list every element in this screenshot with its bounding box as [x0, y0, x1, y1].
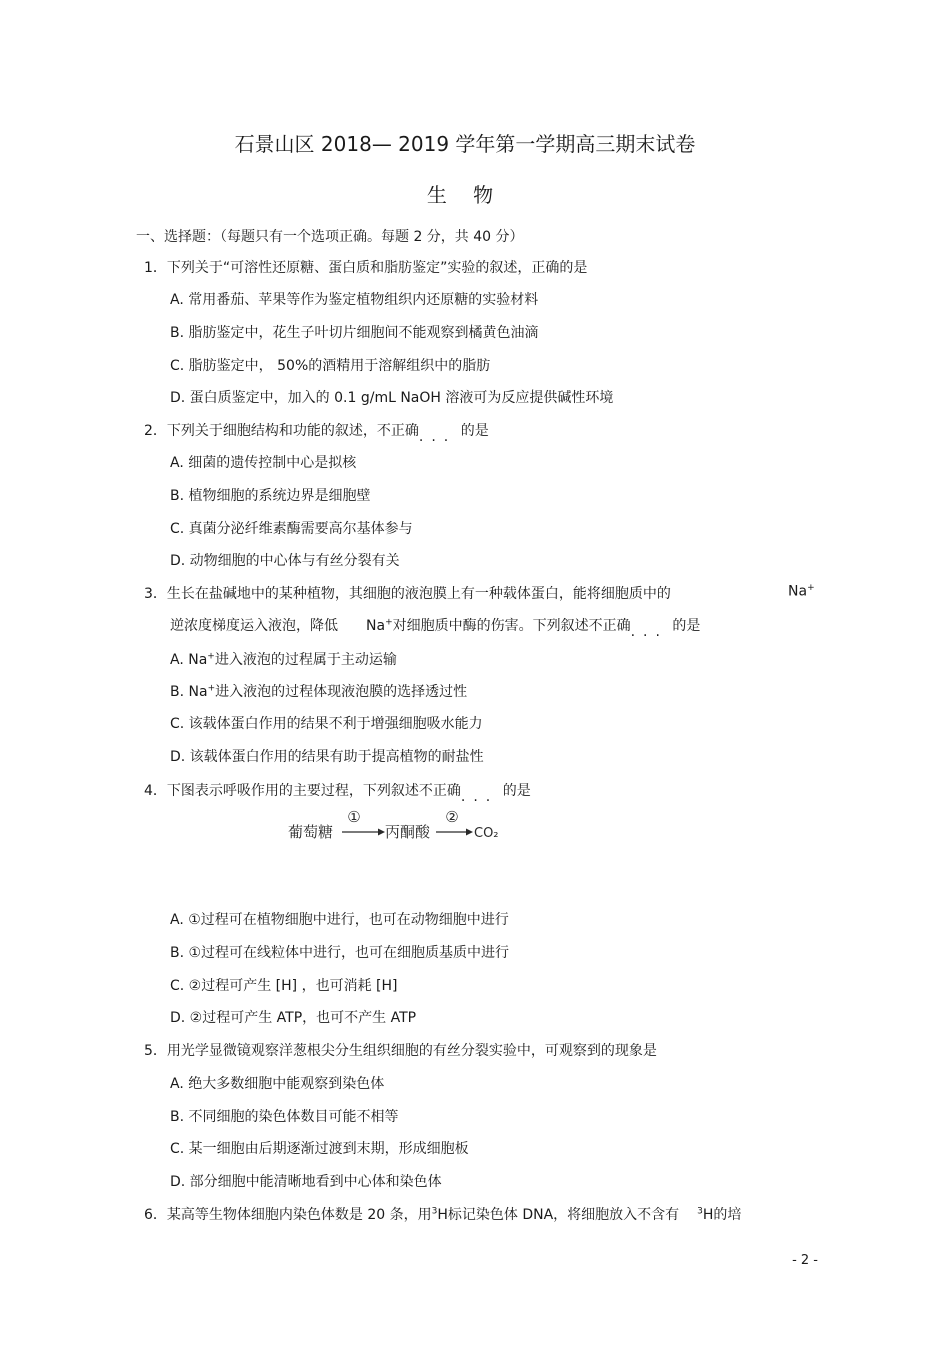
- sodium-symbol: Na: [788, 583, 808, 600]
- question-4-option-c: C. ②过程可产生 [H] ，也可消耗 [H]: [170, 978, 398, 994]
- charge-sign: +: [807, 583, 815, 593]
- question-1-stem: 1．下列关于“可溶性还原糖、蛋白质和脂肪鉴定”实验的叙述，正确的是: [144, 260, 588, 276]
- question-5-option-c: C. 某一细胞由后期逐渐过渡到末期，形成细胞板: [170, 1141, 469, 1157]
- stem-line2-middle: 对细胞质中酶的伤害。下列叙述不正确: [392, 618, 631, 634]
- arrow-2-head: [466, 829, 473, 836]
- section-heading: 一、选择题：（每题只有一个选项正确。每题 2 分，共 40 分）: [136, 229, 524, 245]
- question-4-option-a: A. ①过程可在植物细胞中进行，也可在动物细胞中进行: [170, 912, 509, 928]
- emphasis-dots: ...: [630, 624, 668, 640]
- arrow-1-head: [378, 829, 385, 836]
- question-4-stem-text: 4．下图表示呼吸作用的主要过程，下列叙述不正确: [144, 783, 461, 799]
- node-glucose: 葡萄糖: [288, 823, 334, 841]
- q6-text-middle: H标记染色体 DNA，将细胞放入不含有: [437, 1207, 680, 1223]
- question-2-stem: [144, 420, 489, 445]
- question-5-option-b: B. 不同细胞的染色体数目可能不相等: [170, 1109, 399, 1125]
- question-6-stem: [144, 1204, 741, 1224]
- sodium-symbol: Na: [188, 652, 208, 668]
- stem-line2-start: 逆浓度梯度运入液泡，降低: [170, 618, 338, 634]
- question-2-option-c: C. 真菌分泌纤维素酶需要高尔基体参与: [170, 521, 413, 537]
- question-3-option-d: D. 该载体蛋白作用的结果有助于提高植物的耐盐性: [170, 749, 484, 765]
- charge-sign: +: [207, 683, 216, 694]
- question-5-stem: 5．用光学显微镜观察洋葱根尖分生组织细胞的有丝分裂实验中，可观察到的现象是: [144, 1043, 657, 1059]
- q6-text-end: H的培: [702, 1207, 742, 1223]
- step-2-label: ②: [445, 808, 459, 826]
- sodium-symbol: Na: [366, 618, 386, 634]
- page-number: - 2 -: [792, 1253, 818, 1268]
- question-4-option-b: B. ①过程可在线粒体中进行，也可在细胞质基质中进行: [170, 945, 510, 961]
- question-2-option-d: D. 动物细胞的中心体与有丝分裂有关: [170, 553, 400, 569]
- emphasis-dots: ...: [418, 429, 457, 445]
- question-2-option-a: A. 细菌的遗传控制中心是拟核: [170, 455, 357, 471]
- question-3-stem-line2: [170, 615, 701, 640]
- sodium-ion: [788, 583, 815, 600]
- question-2-stem-end: 的是: [456, 423, 489, 439]
- option-letter: A.: [170, 652, 189, 668]
- step-1-label: ①: [347, 808, 361, 826]
- option-text: 进入液泡的过程属于主动运输: [214, 652, 397, 668]
- question-1-option-a: A. 常用番茄、苹果等作为鉴定植物组织内还原糖的实验材料: [170, 292, 539, 308]
- option-text: 进入液泡的过程体现液泡膜的选择透过性: [215, 684, 468, 700]
- question-2-option-b: B. 植物细胞的系统边界是细胞壁: [170, 488, 371, 504]
- stem-line2-end: 的是: [667, 618, 701, 634]
- node-co2: CO₂: [474, 826, 499, 841]
- charge-sign: +: [207, 651, 215, 662]
- emphasis-dots: ...: [460, 789, 499, 805]
- question-5-option-d: D. 部分细胞中能清晰地看到中心体和染色体: [170, 1174, 442, 1190]
- question-3-option-a: [170, 649, 397, 669]
- respiration-diagram: [286, 805, 516, 845]
- subject-title: 生 物: [426, 183, 504, 207]
- question-4-stem-end: 的是: [498, 783, 531, 799]
- option-letter: B.: [170, 684, 189, 700]
- q6-text-start: 6．某高等生物体细胞内染色体数是 20 条，用: [144, 1207, 432, 1223]
- question-4-stem: [144, 780, 531, 805]
- question-3-option-c: C. 该载体蛋白作用的结果不利于增强细胞吸水能力: [170, 716, 483, 732]
- charge-sign: +: [385, 617, 393, 628]
- tritium-superscript: 3: [431, 1206, 438, 1217]
- question-1-option-b: B. 脂肪鉴定中，花生子叶切片细胞间不能观察到橘黄色油滴: [170, 325, 539, 341]
- question-3-stem-line1: 3．生长在盐碱地中的某种植物，其细胞的液泡膜上有一种载体蛋白，能将细胞质中的: [144, 586, 671, 602]
- node-pyruvate: 丙酮酸: [385, 823, 431, 841]
- tritium-superscript: 3: [697, 1206, 703, 1217]
- question-1-option-d: D. 蛋白质鉴定中，加入的 0.1 g/mL NaOH 溶液可为反应提供碱性环境: [170, 390, 614, 406]
- sodium-symbol: Na: [188, 684, 208, 700]
- question-5-option-a: A. 绝大多数细胞中能观察到染色体: [170, 1076, 385, 1092]
- question-1-option-c: C. 脂肪鉴定中， 50%的酒精用于溶解组织中的脂肪: [170, 358, 491, 374]
- question-4-option-d: D. ②过程可产生 ATP，也可不产生 ATP: [170, 1010, 417, 1026]
- exam-title: 石景山区 2018— 2019 学年第一学期高三期末试卷: [234, 132, 696, 156]
- question-2-stem-text: 2．下列关于细胞结构和功能的叙述，不正确: [144, 423, 419, 439]
- question-3-option-b: [170, 681, 467, 701]
